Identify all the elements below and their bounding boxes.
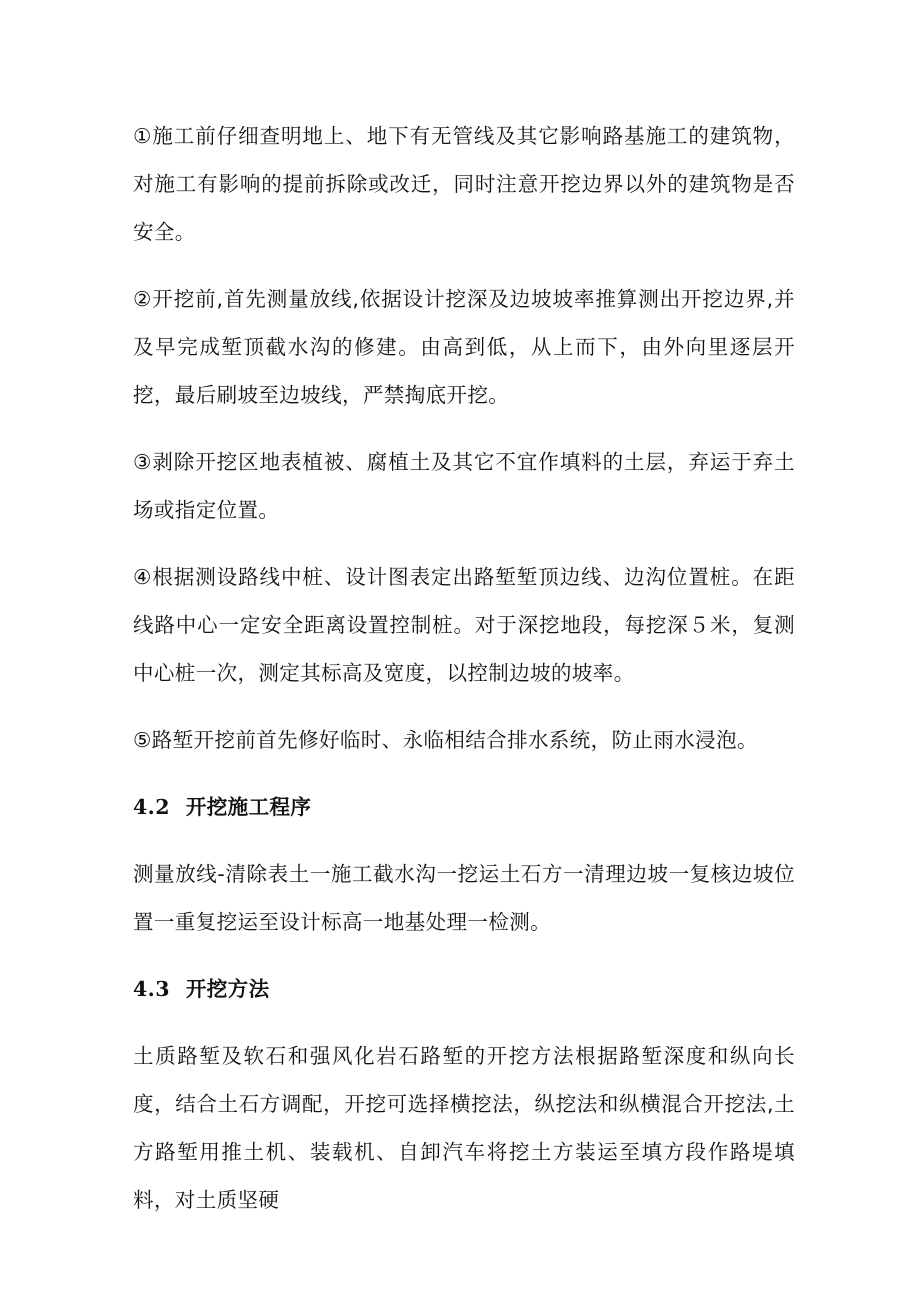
section-title: 开挖施工程序 xyxy=(185,795,312,819)
paragraph-2: ②开挖前,首先测量放线,依据设计挖深及边坡坡率推算测出开挖边界,并及早完成堑顶截水沟的修建。由高到低，从上而下，由外向里逐层开挖，最后刷坡至边坡线，严禁掏底开挖。 xyxy=(133,287,795,407)
section-heading-4-2 xyxy=(133,783,795,831)
section-title: 开挖方法 xyxy=(185,977,270,1001)
paragraph-3: ③剥除开挖区地表植被、腐植土及其它不宜作填料的土层，弃运于弃土场或指定位置。 xyxy=(133,450,795,522)
section-4-2-body: 测量放线-清除表土一施工截水沟一挖运土石方一清理边坡一复核边坡位置一重复挖运至设计标高一地基处理一检测。 xyxy=(133,862,795,934)
paragraph-4: ④根据测设路线中桩、设计图表定出路堑堑顶边线、边沟位置桩。在距线路中心一定安全距离设置控制桩。对于深挖地段，每挖深５米，复测中心桩一次，测定其标高及宽度，以控制边坡的坡率。 xyxy=(133,565,795,685)
section-4-3-body: 土质路堑及软石和强风化岩石路堑的开挖方法根据路堑深度和纵向长度，结合土石方调配，开挖可选择横挖法，纵挖法和纵横混合开挖法,土方路堑用推土机、装载机、自卸汽车将挖土方装运至填方段作路堤填料，对土质坚硬 xyxy=(133,1044,795,1212)
section-number: 4.2 xyxy=(133,795,170,819)
document-body xyxy=(133,112,795,1243)
paragraph-1: ①施工前仔细查明地上、地下有无管线及其它影响路基施工的建筑物，对施工有影响的提前拆除或改迁，同时注意开挖边界以外的建筑物是否安全。 xyxy=(133,124,795,244)
section-number: 4.3 xyxy=(133,977,170,1001)
paragraph-5: ⑤路堑开挖前首先修好临时、永临相结合排水系统，防止雨水浸泡。 xyxy=(133,728,758,752)
section-heading-4-3 xyxy=(133,965,795,1013)
